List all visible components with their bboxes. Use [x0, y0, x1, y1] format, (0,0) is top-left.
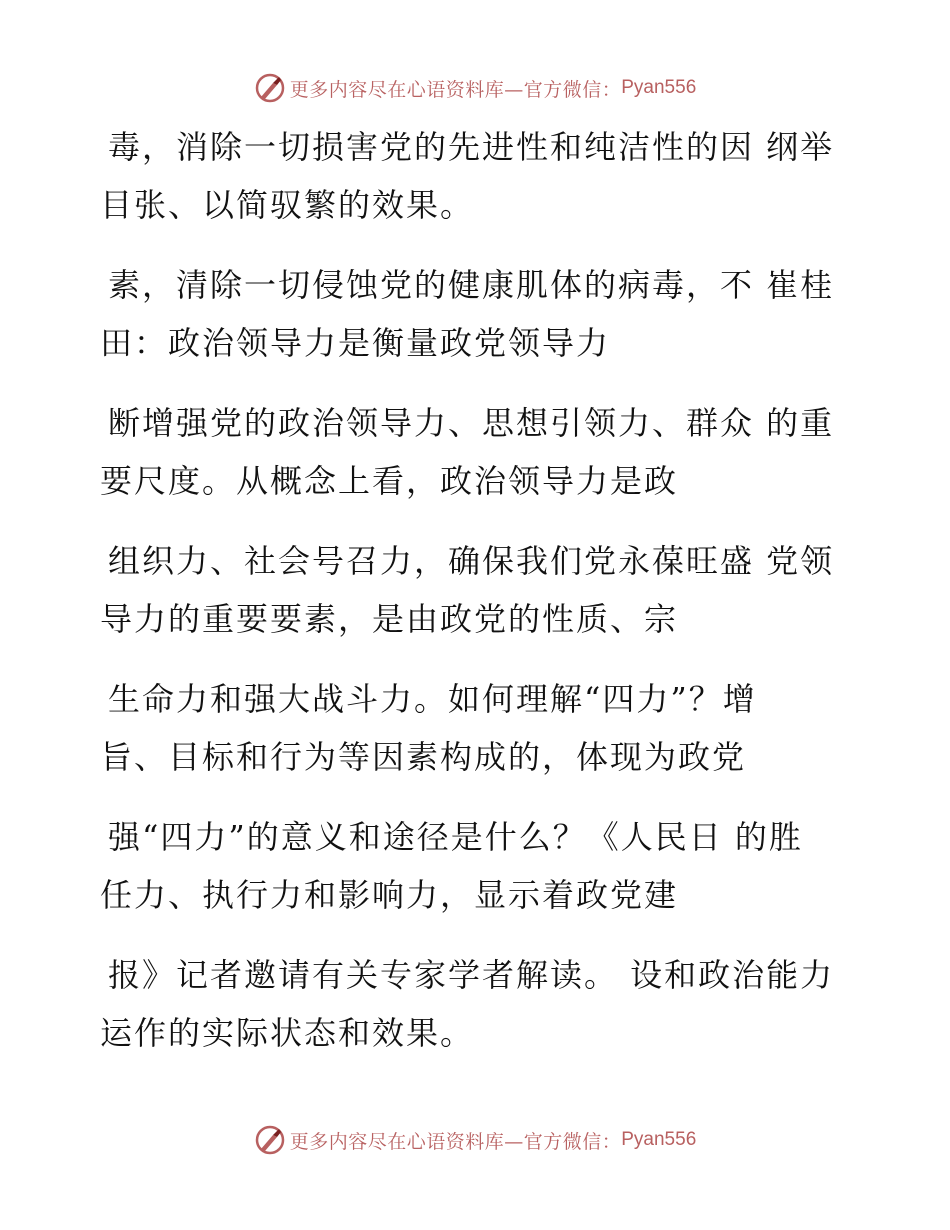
text-line: 强“四力”的意义和途径是什么？《人民日 的胜	[108, 818, 803, 856]
text-line: 旨、目标和行为等因素构成的，体现为政党	[100, 738, 747, 776]
watermark-wechat-id: Pyan556	[621, 77, 697, 98]
watermark-text: 更多内容尽在心语资料库—官方微信：	[289, 78, 622, 101]
text-line: 报》记者邀请有关专家学者解读。 设和政治能力	[108, 956, 835, 994]
pen-logo-icon	[254, 1124, 286, 1156]
text-line: 要尺度。从概念上看，政治领导力是政	[100, 462, 679, 500]
pen-logo-icon	[254, 72, 286, 104]
watermark-text: 更多内容尽在心语资料库—官方微信：	[289, 1130, 622, 1153]
footer-watermark	[0, 1120, 950, 1160]
text-line: 任力、执行力和影响力，显示着政党建	[100, 876, 679, 914]
text-line: 运作的实际状态和效果。	[100, 1014, 475, 1052]
text-line: 导力的重要要素，是由政党的性质、宗	[100, 600, 679, 638]
text-line: 田：政治领导力是衡量政党领导力	[100, 324, 611, 362]
text-line: 组织力、社会号召力，确保我们党永葆旺盛 党领	[108, 542, 835, 580]
text-line: 断增强党的政治领导力、思想引领力、群众 的重	[108, 404, 835, 442]
text-line: 素，清除一切侵蚀党的健康肌体的病毒，不 崔桂	[108, 266, 835, 304]
text-line: 目张、以简驭繁的效果。	[100, 186, 475, 224]
text-line: 生命力和强大战斗力。如何理解“四力”？增	[108, 680, 757, 718]
text-line: 毒，消除一切损害党的先进性和纯洁性的因 纲举	[108, 128, 835, 166]
document-body	[100, 118, 860, 1062]
watermark-wechat-id: Pyan556	[621, 1129, 697, 1150]
header-watermark	[0, 68, 950, 108]
